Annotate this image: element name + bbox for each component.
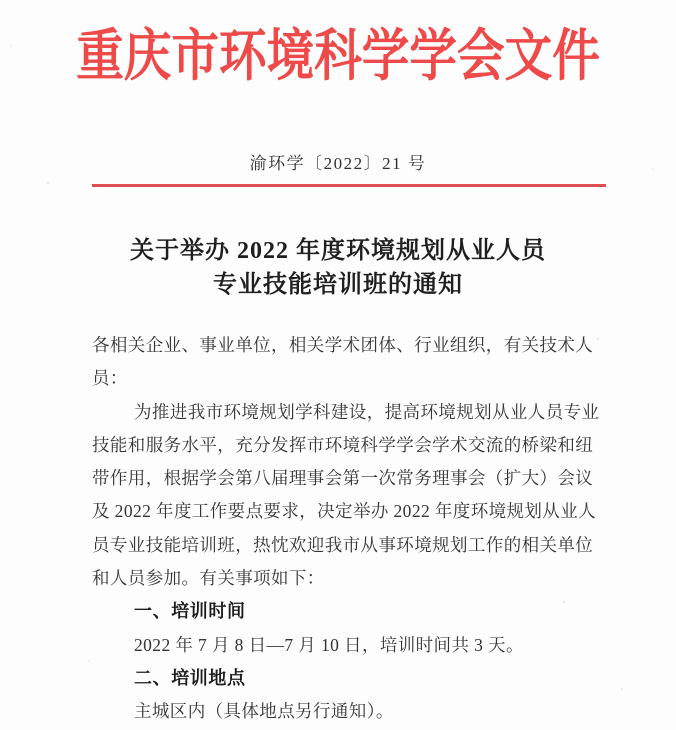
body-line: 为推进我市环境规划学科建设，提高环境规划从业人员专业 [134, 401, 600, 422]
salutation-line-2: 员： [92, 368, 128, 389]
notice-title [0, 234, 676, 302]
salutation-line-1: 各相关企业、事业单位，相关学术团体、行业组织，有关技术人 [92, 335, 594, 355]
red-divider-line [92, 184, 606, 187]
body-line: 主城区内（具体地点另行通知）。 [134, 701, 394, 722]
body-line: 和人员参加。有关事项如下： [92, 568, 325, 589]
issuing-org-header: 重庆市环境科学学会文件 [76, 26, 600, 88]
scan-artifacts [0, 0, 2, 2]
section-heading-training-time: 一、培训时间 [134, 601, 246, 622]
notice-title-line-2: 专业技能培训班的通知 [213, 272, 463, 298]
notice-body [92, 329, 604, 729]
document-number: 渝环学〔2022〕21 号 [249, 154, 427, 173]
body-line: 2022 年 7 月 8 日—7 月 10 日，培训时间共 3 天。 [134, 634, 524, 655]
body-line: 技能和服务水平，充分发挥市环境科学学会学术交流的桥梁和纽 [92, 434, 594, 455]
body-line: 及 2022 年度工作要点要求，决定举办 2022 年度环境规划从业人 [92, 501, 596, 522]
notice-title-line-1: 关于举办 2022 年度环境规划从业人员 [130, 238, 546, 264]
body-line: 带作用，根据学会第八届理事会第一次常务理事会（扩大）会议 [92, 468, 594, 489]
body-line: 员专业技能培训班，热忱欢迎我市从事环境规划工作的相关单位 [92, 534, 594, 555]
section-heading-training-location: 二、培训地点 [134, 667, 246, 688]
